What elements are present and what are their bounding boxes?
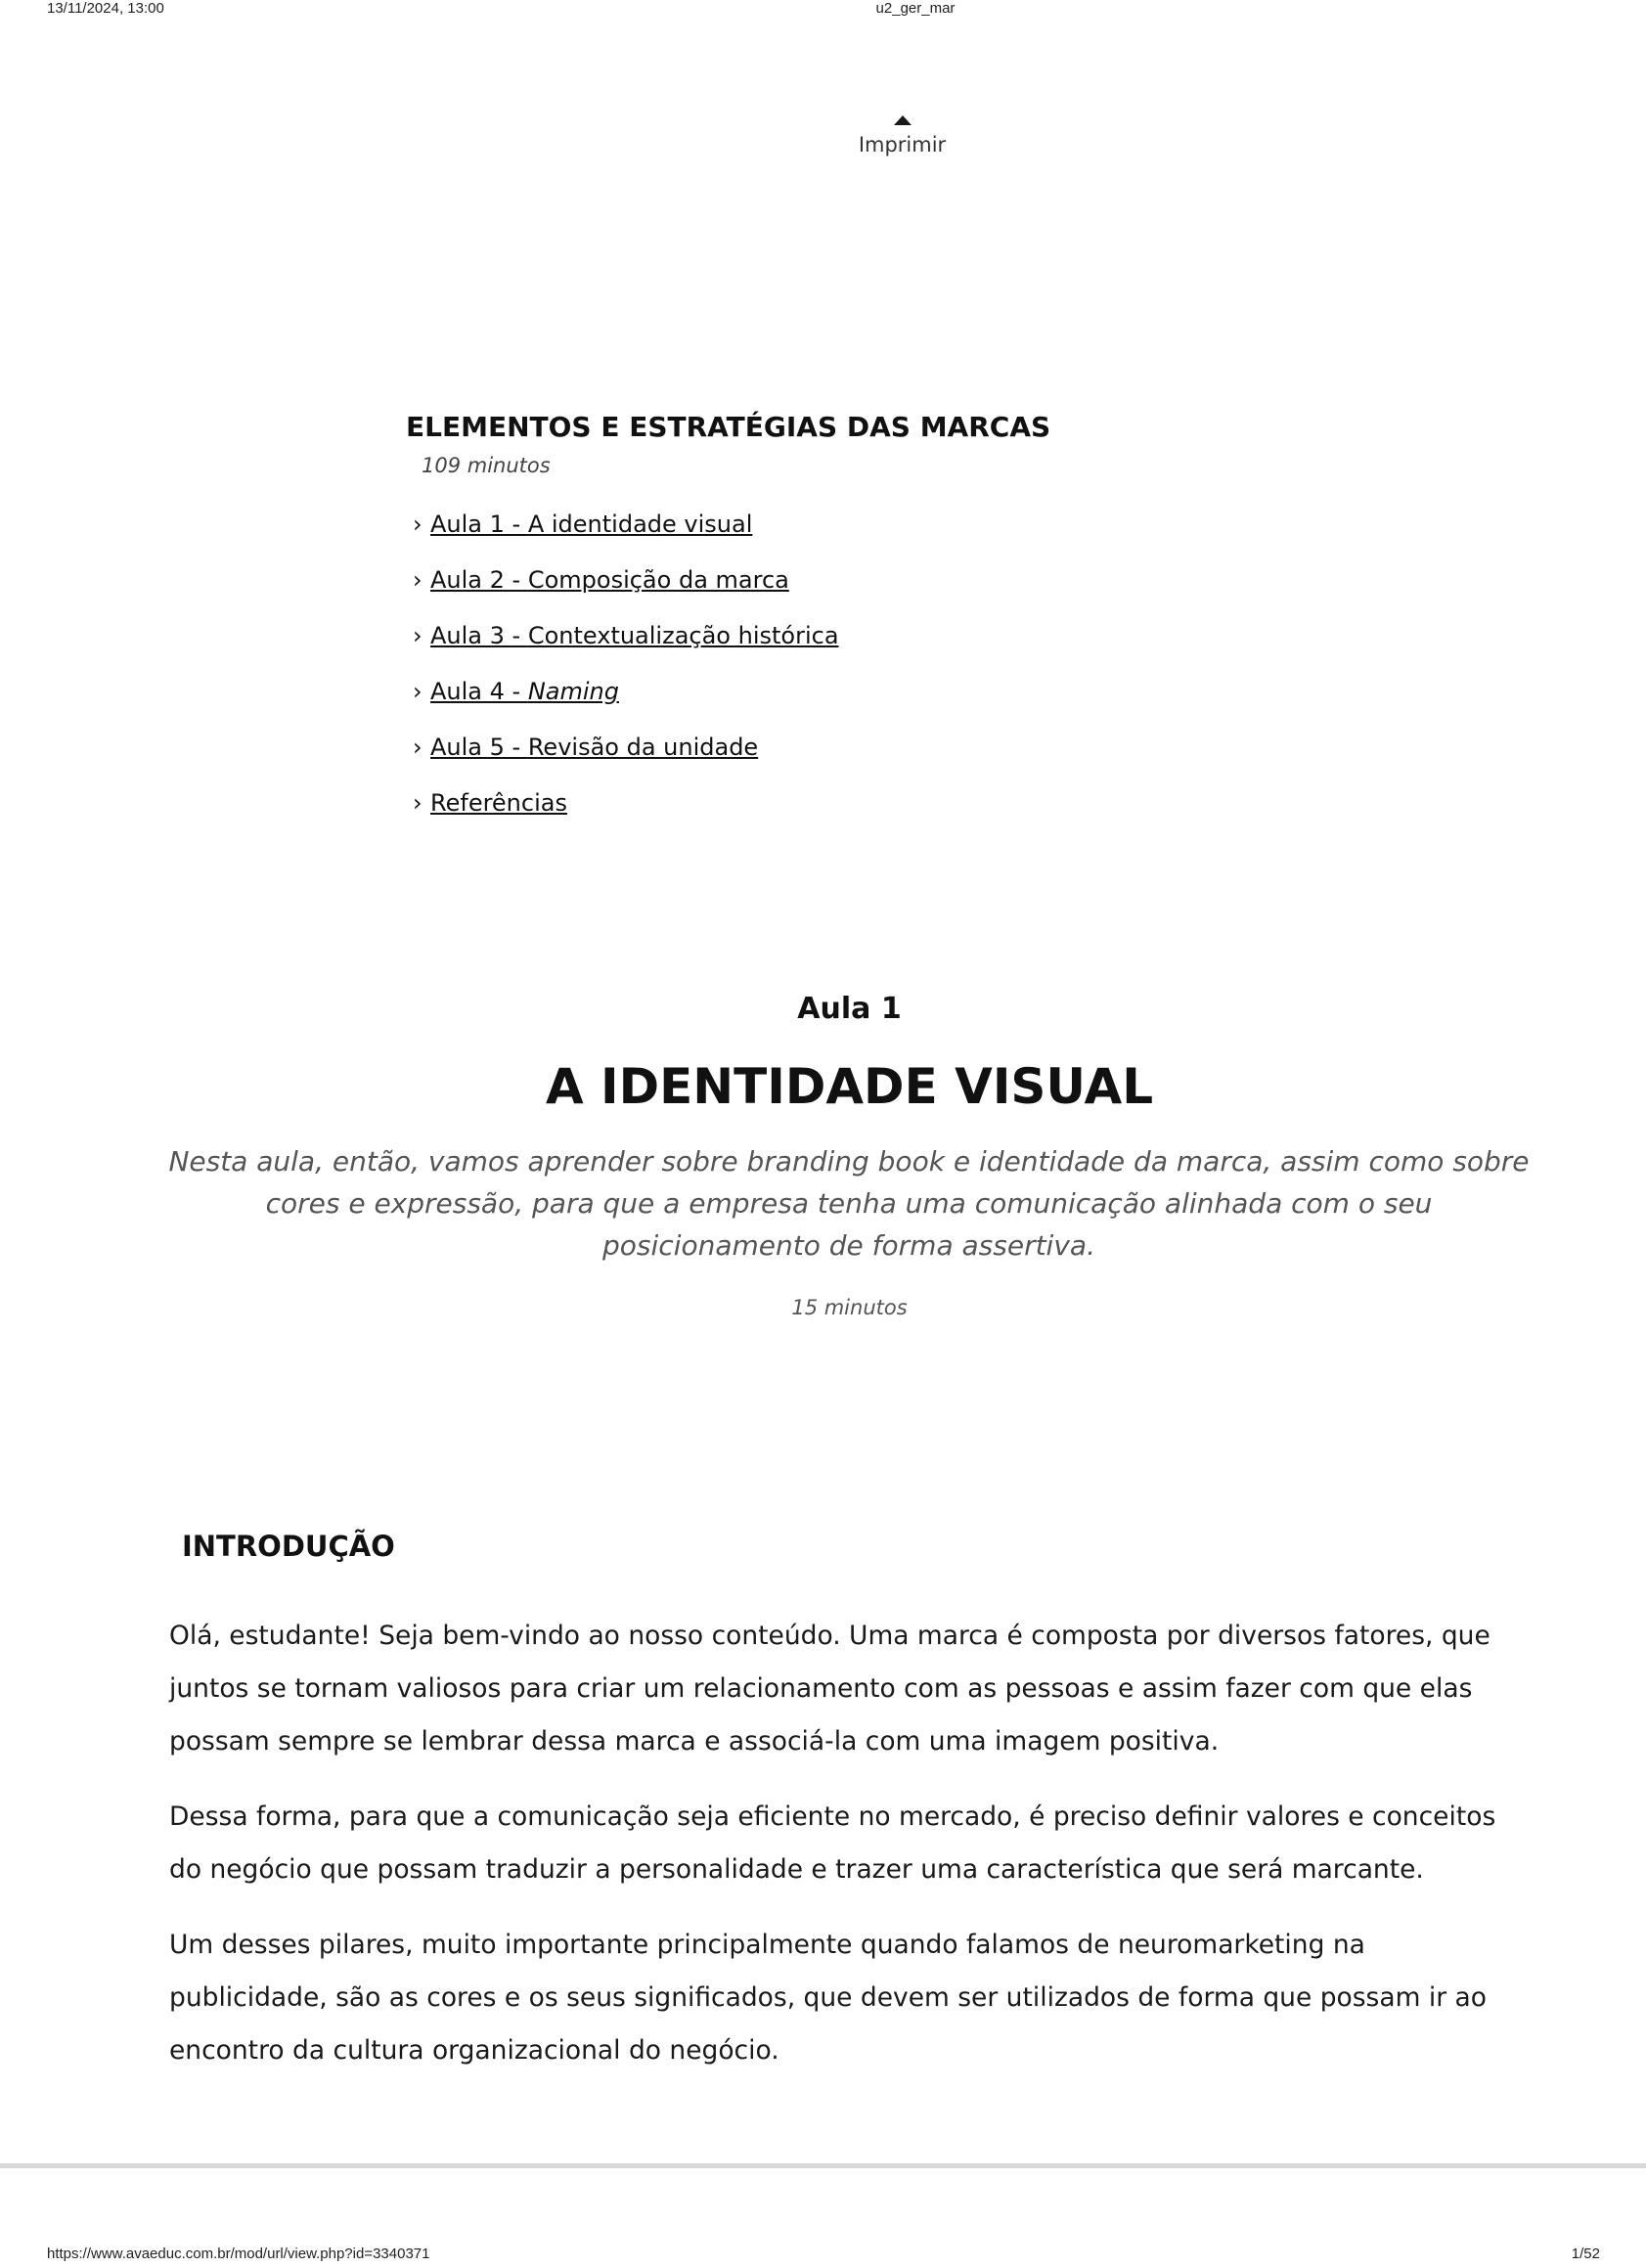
toc-link-prefix: Aula 2 - bbox=[430, 566, 528, 594]
toc-link-aula-4[interactable] bbox=[430, 678, 619, 705]
toc-link-text: A identidade visual bbox=[527, 511, 753, 538]
toc-link-text: Composição da marca bbox=[527, 566, 789, 594]
print-header-title: u2_ger_mar bbox=[875, 0, 956, 17]
caret-up-icon bbox=[894, 115, 912, 125]
intro-paragraph-1: Olá, estudante! Seja bem-vindo ao nosso conteúdo. Uma marca é composta por diversos fatores, que juntos se tornam valiosos para criar um relacionamento com as pessoas e assim fazer com que elas possam sempre se lembrar dessa marca e associá-la com uma imagem positiva. bbox=[169, 1621, 1490, 1757]
toc-title: ELEMENTOS E ESTRATÉGIAS DAS MARCAS bbox=[406, 411, 1051, 443]
toc-item-aula-5 bbox=[413, 734, 839, 789]
chevron-right-icon: › bbox=[413, 678, 423, 705]
intro-paragraph-2: Dessa forma, para que a comunicação seja eficiente no mercado, é preciso definir valores e conceitos do negócio que possam traduzir a personalidade e trazer uma característica que será marcante. bbox=[169, 1801, 1496, 1885]
print-footer-page: 1/52 bbox=[1571, 2246, 1600, 2262]
chevron-right-icon: › bbox=[413, 789, 423, 817]
toc-link-aula-5[interactable] bbox=[430, 734, 758, 761]
toc-link-aula-2[interactable] bbox=[430, 566, 789, 594]
toc-item-aula-1 bbox=[413, 511, 839, 566]
toc-duration: 109 minutos bbox=[422, 454, 551, 477]
chevron-right-icon: › bbox=[413, 734, 423, 761]
intro-paragraph-3: Um desses pilares, muito importante principalmente quando falamos de neuromarketing na publicidade, são as cores e os seus significados, que devem ser utilizados de forma que possam ir ao encontro da cultura organizacional do negócio. bbox=[169, 1930, 1487, 2066]
toc-link-text: Revisão da unidade bbox=[527, 734, 759, 761]
toc-link-prefix: Aula 1 - bbox=[430, 511, 528, 538]
print-button-label: Imprimir bbox=[858, 133, 947, 156]
toc-link-aula-1[interactable] bbox=[430, 511, 752, 538]
toc-link-prefix: Aula 3 - bbox=[430, 622, 528, 649]
intro-body bbox=[169, 1610, 1519, 2100]
print-footer-url: https://www.avaeduc.com.br/mod/url/view.php?id=3340371 bbox=[47, 2246, 430, 2262]
lesson-number: Aula 1 bbox=[797, 992, 902, 1026]
toc-list bbox=[413, 511, 839, 845]
toc-link-aula-3[interactable] bbox=[430, 622, 839, 649]
footer-divider bbox=[0, 2163, 1646, 2168]
chevron-right-icon: › bbox=[413, 511, 423, 538]
lesson-duration: 15 minutos bbox=[791, 1296, 908, 1319]
toc-link-prefix: Aula 4 - bbox=[430, 678, 528, 705]
chevron-right-icon: › bbox=[413, 566, 423, 594]
toc-link-prefix: Aula 5 - bbox=[430, 734, 528, 761]
toc-item-referencias bbox=[413, 789, 839, 845]
lesson-title: A IDENTIDADE VISUAL bbox=[545, 1058, 1154, 1115]
toc-item-aula-2 bbox=[413, 566, 839, 622]
toc-link-text: Naming bbox=[527, 678, 619, 705]
toc-link-referencias[interactable] bbox=[430, 789, 567, 817]
intro-heading: INTRODUÇÃO bbox=[182, 1530, 395, 1563]
toc-link-text: Referências bbox=[430, 789, 567, 817]
print-header-datetime: 13/11/2024, 13:00 bbox=[47, 0, 164, 17]
toc-item-aula-4 bbox=[413, 678, 839, 734]
toc-item-aula-3 bbox=[413, 622, 839, 678]
toc-link-text: Contextualização histórica bbox=[527, 622, 839, 649]
chevron-right-icon: › bbox=[413, 622, 423, 649]
lesson-description: Nesta aula, então, vamos aprender sobre branding book e identidade da marca, assim como sobre cores e expressão, para que a empresa tenha uma comunicação alinhada com o seu posicionamento de forma assertiva. bbox=[168, 1145, 1530, 1262]
print-button[interactable] bbox=[802, 115, 1002, 156]
